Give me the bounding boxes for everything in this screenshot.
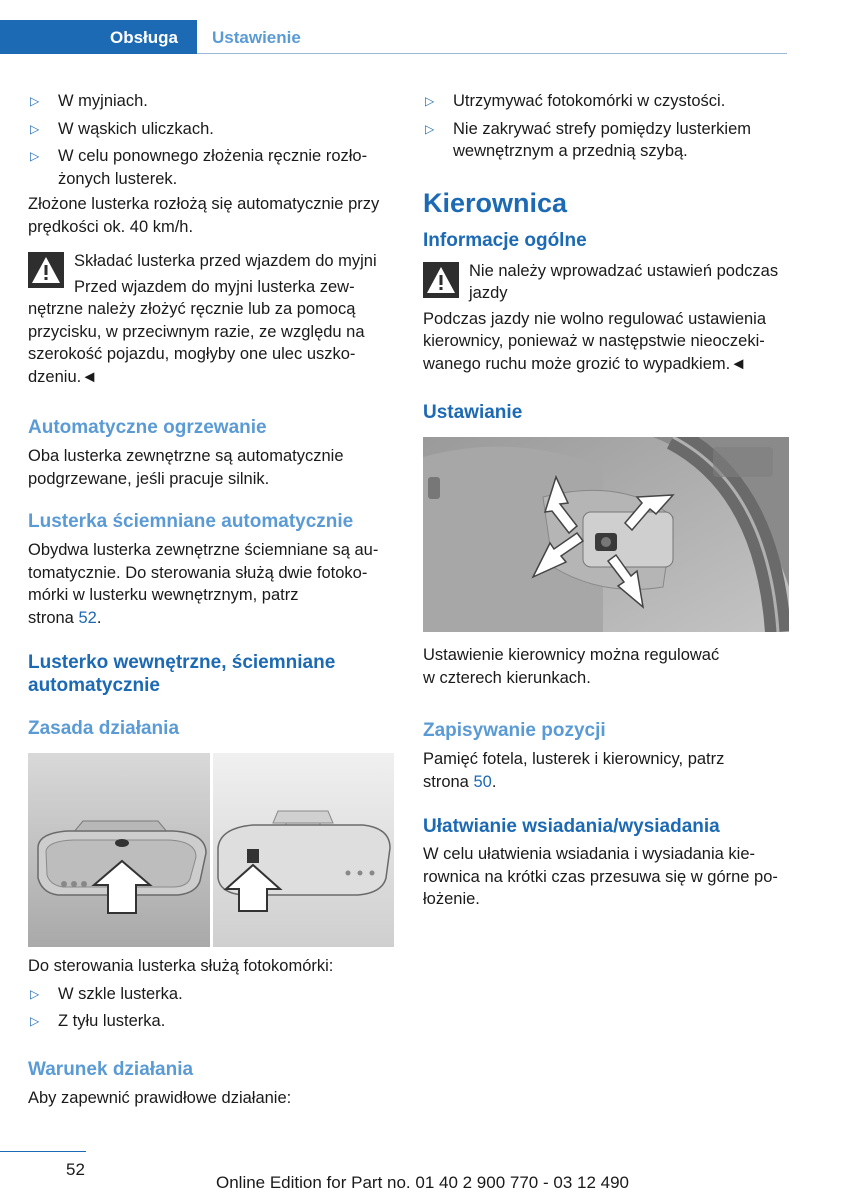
warning-block xyxy=(423,260,789,305)
warning-title: Składać lusterka przed wjazdem do myjni xyxy=(74,252,377,270)
steering-wheel-illustration xyxy=(423,437,789,632)
heading-entry: Ułatwianie wsiadania/wysiadania xyxy=(423,816,720,837)
footer-divider xyxy=(0,1151,86,1152)
warning-icon xyxy=(28,252,64,288)
paragraph-folded: Złożone lusterka rozłożą się automatycznie przy prędkości ok. 40 km/h. xyxy=(28,195,380,236)
heading-heating: Automatyczne ogrzewanie xyxy=(28,417,267,438)
page-link-50[interactable]: 50 xyxy=(473,772,492,791)
warning-title: Nie należy wprowadzać ustawień podczas jazdy xyxy=(469,261,779,302)
paragraph-photocells: Do sterowania lusterka służą fotokomórki: xyxy=(28,957,334,975)
paragraph-adjust: Ustawienie kierownicy można regulować w czterech kierunkach. xyxy=(423,646,720,687)
bullet-triangle-icon: ▷ xyxy=(30,149,40,163)
mirror-illustration xyxy=(28,753,394,947)
list-item: ▷ W szkle lusterka. xyxy=(28,983,394,1006)
heading-principle: Zasada działania xyxy=(28,718,180,739)
heading-steering-wheel: Kierownica xyxy=(423,187,568,218)
warning-block xyxy=(28,250,394,298)
bullet-triangle-icon: ▷ xyxy=(30,1014,40,1028)
list-item: ▷ W wąskich uliczkach. xyxy=(28,118,394,141)
page-link-52[interactable]: 52 xyxy=(78,608,97,627)
bullet-triangle-icon: ▷ xyxy=(425,94,435,108)
right-column xyxy=(423,90,789,911)
paragraph-memory: Pamięć fotela, lusterek i kierownicy, patrz strona 50. xyxy=(423,750,725,791)
paragraph-dimming: Obydwa lusterka zewnętrzne ściemniane są au- tomatycznie. Do sterowania służą dwie fotoko- mórki w lusterku wewnętrznym, patrz strona 52. xyxy=(28,541,379,627)
warning-line: Przed wjazdem do myjni lusterka zew- xyxy=(74,277,355,296)
warning-body: nętrzne należy złożyć ręcznie lub za pomocą przycisku, w przeciwnym razie, ze względu na szerokość pojazdu, mogłyby one ulec uszko- dzeniu.◄ xyxy=(28,300,365,386)
page-number: 52 xyxy=(66,1160,85,1179)
list-item: ▷ Nie zakrywać strefy pomiędzy lusterkiem wewnętrznym a przednią szybą. xyxy=(425,119,751,160)
paragraph-condition: Aby zapewnić prawidłowe działanie: xyxy=(28,1088,292,1107)
heading-adjust: Ustawianie xyxy=(423,402,523,423)
bullet-triangle-icon: ▷ xyxy=(30,121,40,136)
heading-memory: Zapisywanie pozycji xyxy=(423,720,606,741)
paragraph-general: Podczas jazdy nie wolno regulować ustawienia kierownicy, ponieważ w następstwie nieoczeki- wanego ruchu może grozić to wypadkiem.◄ xyxy=(423,309,767,373)
warning-icon xyxy=(423,262,459,298)
heading-dimming: Lusterka ściemniane automatycznie xyxy=(28,511,354,532)
bullet-triangle-icon: ▷ xyxy=(30,94,40,108)
heading-condition: Warunek działania xyxy=(28,1058,194,1080)
paragraph-heating: Oba lusterka zewnętrzne są automatycznie podgrzewane, jeśli pracuje silnik. xyxy=(28,447,344,488)
list-item: ▷ W celu ponownego złożenia ręcznie rozło- żonych lusterek. xyxy=(30,147,368,188)
bullet-triangle-icon: ▷ xyxy=(425,121,435,136)
edition-note: Online Edition for Part no. 01 40 2 900 770 - 03 12 490 xyxy=(215,1173,629,1192)
left-column xyxy=(28,90,394,1109)
header-divider xyxy=(197,53,787,54)
tab-obsluga[interactable]: Obsługa xyxy=(110,28,179,47)
list-item: ▷ Utrzymywać fotokomórki w czystości. xyxy=(423,90,789,113)
tab-ustawienie[interactable]: Ustawienie xyxy=(212,28,301,47)
heading-inner-mirror: Lusterko wewnętrzne, ściemniane automatycznie xyxy=(28,652,336,696)
paragraph-entry: W celu ułatwienia wsiadania i wysiadania kie- rownica na krótki czas przesuwa się w górne po- łożenie. xyxy=(423,845,778,908)
list-item: ▷ W myjniach. xyxy=(28,90,394,113)
bullet-triangle-icon: ▷ xyxy=(30,986,40,1001)
heading-general-info: Informacje ogólne xyxy=(423,229,587,251)
list-item: ▷ Z tyłu lusterka. xyxy=(28,1010,394,1033)
